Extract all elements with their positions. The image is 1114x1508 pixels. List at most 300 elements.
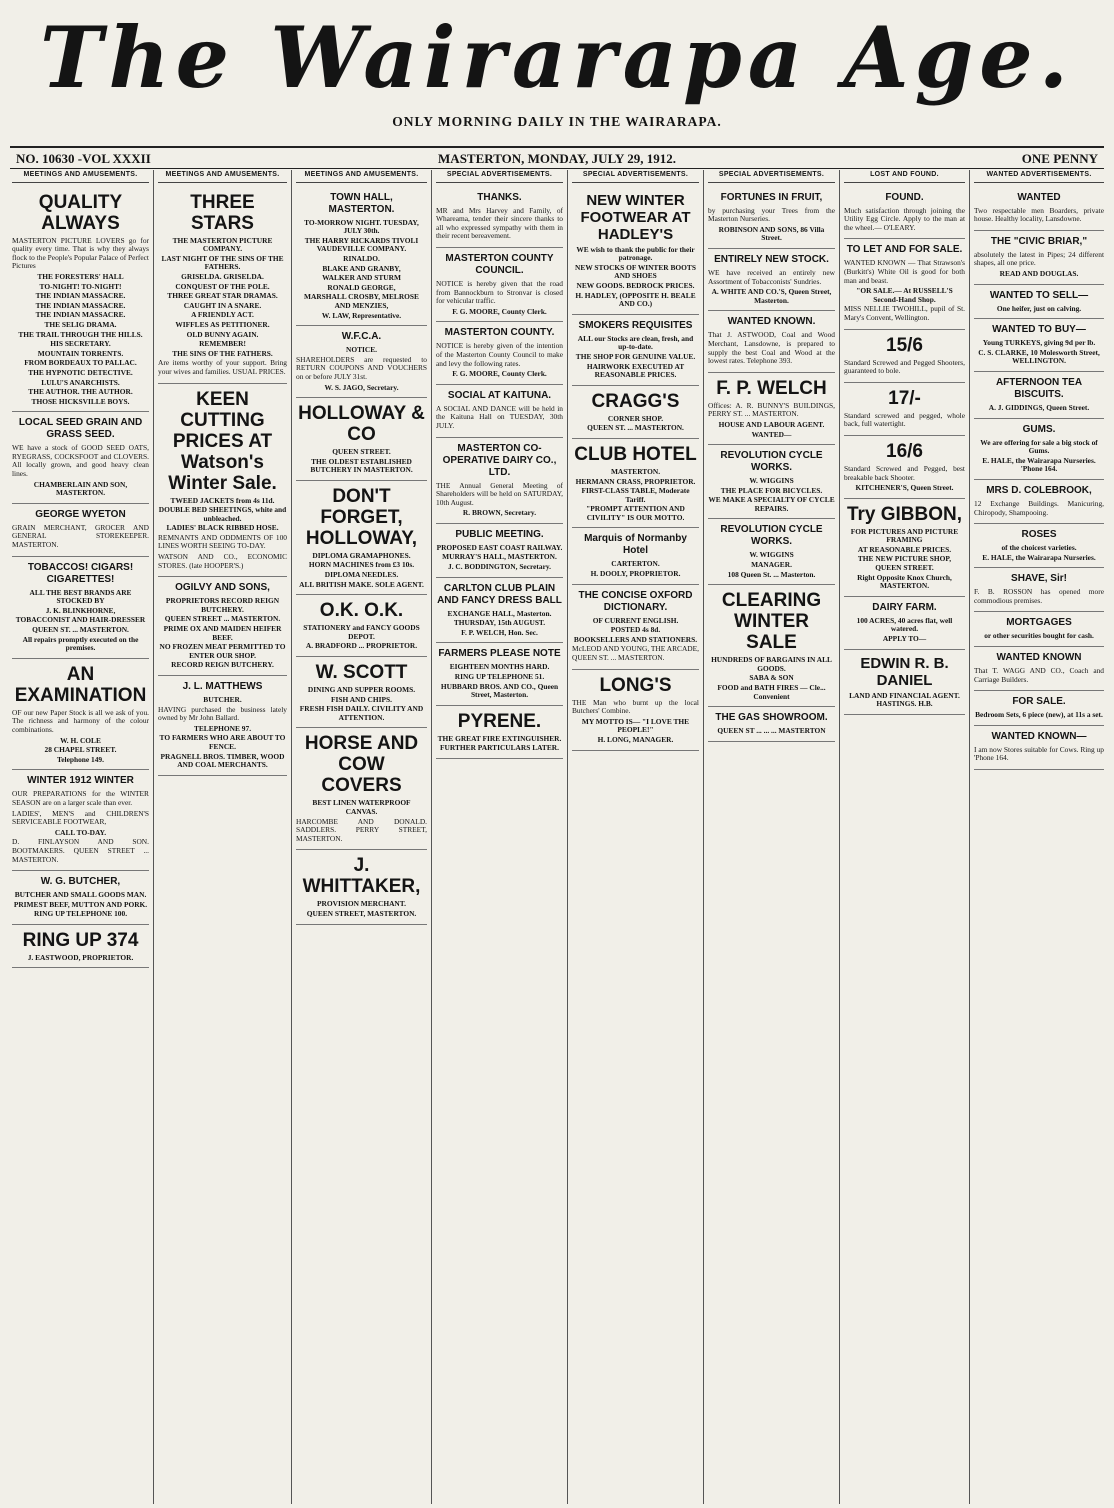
ad-text: FISH AND CHIPS. [331,694,392,704]
ad-heading: WINTER 1912 WINTER [27,775,134,787]
ad-text: THURSDAY, 15th AUGUST. [453,618,546,628]
advertisement [708,445,835,519]
ad-heading: MASTERTON CO-OPERATIVE DAIRY CO., LTD. [442,442,557,478]
dateline [10,146,1104,169]
ad-text: EXCHANGE HALL, Masterton. [447,608,552,618]
ad-text: LADIES' BLACK RIBBED HOSE. [166,523,279,533]
ad-text: GRAIN MERCHANT, GROCER AND GENERAL STOREKEEPER. MASTERTON. [12,522,149,550]
ad-text: WE wish to thank the public for their patronage. [576,244,695,263]
ad-text: 12 Exchange Buildings. Manicuring, Chiropody, Shampooing. [974,498,1104,517]
ad-text: QUEEN ST. ... MASTERTON. [587,423,684,433]
advertisement [572,187,699,315]
advertisement [708,519,835,585]
column-2 [154,170,292,1504]
ad-text: CAUGHT IN A SNARE. [183,300,262,310]
advertisement [974,419,1104,480]
column-header: MEETINGS AND AMUSEMENTS. [12,170,149,183]
advertisement [844,239,965,329]
ad-heading: J. L. MATTHEWS [182,681,263,692]
columns-area [8,170,1108,1504]
ad-text: QUEEN STREET. [332,447,391,457]
column-header: SPECIAL ADVERTISEMENTS. [436,170,563,183]
advertisement [12,187,149,413]
ad-text: THE Man who burnt up the local Butchers' Combine. [572,697,699,716]
ad-text: Two respectable men Boarders, private house. Healthy locality, Lansdowne. [974,205,1104,224]
ad-heading: WANTED KNOWN [996,652,1082,664]
ad-text: RINALDO. [343,253,380,263]
advertisement [296,187,427,327]
ad-text: MASTERTON. [610,466,661,476]
ad-text: or other securities bought for cash. [984,631,1094,641]
ad-text: REMNANTS AND ODDMENTS OF 100 LINES WORTH SEEING TO-DAY. [158,532,287,551]
ad-text: Telephone 149. [57,754,104,764]
advertisement [12,412,149,504]
ad-text: THE TRAIL THROUGH THE HILLS. [18,329,143,339]
ad-heading: REVOLUTION CYCLE WORKS. [720,450,823,474]
ad-text: of the choicest varieties. [1001,543,1077,553]
ad-heading: O.K. O.K. [319,600,404,622]
advertisement [158,676,287,776]
advertisement [844,597,965,650]
ad-text: QUEEN STREET ... MASTERTON. [164,614,281,624]
ad-text: HUBBARD BROS. AND CO., Queen Street, Masterton. [440,681,559,700]
advertisement [708,585,835,707]
ad-heading: CLEARING WINTER SALE [721,590,822,654]
ad-text: F. G. MOORE, County Clerk. [452,369,547,379]
ad-heading: PUBLIC MEETING. [455,528,544,540]
ad-heading: THREE STARS [190,191,255,234]
advertisement [844,187,965,240]
advertisement [436,322,563,384]
ad-text: MARSHALL CROSBY, MELROSE AND MENZIES, [304,292,419,310]
ad-text: FOOD and BATH FIRES — Cle... Convenient [717,683,826,701]
ad-text: W. WIGGINS [749,476,794,486]
advertisement [12,504,149,557]
ad-heading: MASTERTON COUNTY COUNCIL. [445,252,554,276]
ad-text: A FRIENDLY ACT. [191,310,254,320]
ad-text: REMEMBER! [199,339,246,349]
ad-heading: WANTED KNOWN. [727,316,816,328]
advertisement [974,187,1104,231]
ad-text: WE MAKE A SPECIALTY OF CYCLE REPAIRS. [708,495,835,513]
advertisement [572,315,699,386]
ad-heading: THANKS. [477,191,522,203]
ad-text: THE Annual General Meeting of Shareholders will be held on SATURDAY, 10th August. [436,480,563,507]
ad-text: CONQUEST OF THE POLE. [175,281,270,291]
ad-text: PROVISION MERCHANT. [317,899,406,909]
advertisement [296,481,427,595]
column-header: SPECIAL ADVERTISEMENTS. [572,170,699,183]
advertisement [974,568,1104,612]
column-header: MEETINGS AND AMUSEMENTS. [296,170,427,183]
ad-text: BEST LINEN WATERPROOF CANVAS. [312,798,411,816]
ad-text: H. HADLEY, (OPPOSITE H. BEALE AND CO.) [575,290,696,309]
advertisement [12,871,149,925]
advertisement [708,373,835,445]
ad-text: That T. WAGG AND CO., Coach and Carriage Builders. [974,666,1104,684]
ad-text: CORNER SHOP. [607,413,664,423]
column-header: LOST AND FOUND. [844,170,965,183]
ad-heading: AN EXAMINATION [14,663,147,706]
advertisement [436,187,563,248]
ad-text: AT REASONABLE PRICES. [857,544,952,554]
ad-heading: HORSE AND COW COVERS [304,733,419,797]
ad-text: THE PLACE FOR BICYCLES. [720,485,823,495]
ad-text: NOTICE is hereby given that the road from Bannockburn to Stronvar is closed for vehicular traffic. [436,278,563,306]
ad-text: F. G. MOORE, County Clerk. [452,306,547,316]
newspaper-title: The Wairarapa Age. [39,8,1074,107]
ad-heading: CLUB HOTEL [574,443,697,465]
ad-heading: W. SCOTT [315,662,408,684]
masthead [0,0,1114,148]
ad-text: MY MOTTO IS— "I LOVE THE PEOPLE!" [581,716,690,735]
ad-text: W. WIGGINS [749,550,794,560]
ad-text: WATSON AND CO., ECONOMIC STORES. (late HOOPER'S.) [158,552,287,570]
advertisement [12,925,149,969]
ad-heading: FARMERS PLEASE NOTE [438,648,561,660]
ad-text: THREE GREAT STAR DRAMAS. [167,291,278,301]
ad-heading: RING UP 374 [22,929,139,951]
ad-text: F. P. WELCH, Hon. Sec. [461,627,538,637]
ad-text: 108 Queen St. ... Masterton. [727,569,816,579]
ad-text: RECORD REIGN BUTCHERY. [171,660,274,670]
ad-text: McLEOD AND YOUNG, THE ARCADE, QUEEN ST. ... MASTERTON. [572,644,699,663]
ad-text: J. K. BLINKHORNE, [45,605,116,615]
ad-heading: SMOKERS REQUISITES [578,319,693,331]
ad-text: MISS NELLIE TWOHILL, pupil of St. Mary's Convent, Wellington. [844,304,965,322]
ad-text: READ AND DOUGLAS. [999,268,1079,278]
ad-heading: LONG'S [599,674,672,696]
ad-text: One heifer, just on calving. [996,303,1082,313]
ad-heading: 17/- [888,387,921,409]
advertisement [158,384,287,578]
advertisement [844,436,965,499]
ad-text: CHAMBERLAIN AND SON, MASTERTON. [33,479,128,498]
ad-text: NEW STOCKS OF WINTER BOOTS AND SHOES [575,262,696,281]
advertisement [572,670,699,751]
ad-heading: CARLTON CLUB PLAIN AND FANCY DRESS BALL [437,582,562,606]
ad-heading: 16/6 [886,440,923,462]
ad-text: A. BRADFORD ... PROPRIETOR. [305,641,418,651]
ad-text: "OR SALE.— At RUSSELL'S Second-Hand Shop. [856,286,953,304]
ad-text: E. HALE, the Wairarapa Nurseries. [982,552,1096,562]
advertisement [296,657,427,728]
ad-heading: W. G. BUTCHER, [40,876,121,888]
ad-text: PROPOSED EAST COAST RAILWAY. [436,542,563,552]
ad-text: E. HALE, the Wairarapa Nurseries. 'Phone 164. [982,455,1096,474]
ad-text: W. H. COLE [60,735,101,745]
ad-text: THE AUTHOR. THE AUTHOR. [28,387,133,397]
ad-text: F. B. ROSSON has opened more commodious premises. [974,587,1104,605]
ad-text: FIRST-CLASS TABLE, Moderate Tariff. [581,486,690,504]
advertisement [436,248,563,322]
advertisement [708,311,835,372]
ad-text: 100 ACRES, 40 acres flat, well watered. [856,615,953,634]
advertisement [436,385,563,438]
column-7 [840,170,970,1504]
ad-heading: HOLLOWAY & CO [298,403,425,446]
ad-text: 28 CHAPEL STREET. [44,745,117,755]
ad-text: BUTCHER. [203,695,242,704]
advertisement [158,187,287,384]
ad-text: HARCOMBE AND DONALD. SADDLERS. PERRY STREET, MASTERTON. [296,816,427,843]
advertisement [436,438,563,524]
ad-text: CALL TO-DAY. [54,827,107,837]
ad-text: BOOKSELLERS AND STATIONERS. [573,634,698,644]
ad-text: KITCHENER'S, Queen Street. [855,483,954,493]
tagline: ONLY MORNING DAILY IN THE WAIRARAPA. [392,114,722,129]
ad-text: NO FROZEN MEAT PERMITTED TO ENTER OUR SHOP. [159,642,286,660]
ad-heading: W.F.C.A. [341,331,382,343]
advertisement [708,187,835,249]
ad-text: J. C. BODDINGTON, Secretary. [448,562,551,572]
advertisement [12,659,149,771]
ad-text: MOUNTAIN TORRENTS. [37,348,124,358]
ad-text: QUEEN STREET, MASTERTON. [306,908,417,918]
issue-number: NO. 10630 -VOL XXXII [16,151,151,166]
ad-heading: WANTED KNOWN— [991,730,1087,742]
ad-heading: PYRENE. [457,710,542,732]
ad-heading: GUMS. [1022,423,1056,435]
ad-heading: OGILVY AND SONS, [175,582,270,594]
ad-text: LAST NIGHT OF THE SINS OF THE FATHERS. [161,253,284,272]
ad-text: STATIONERY and FANCY GOODS DEPOT. [303,623,420,641]
ad-text: That J. ASTWOOD, Coal and Wood Merchant, Lansdowne, is prepared to supply the best Coal and Wood at the lowest rates. Telephone 393. [708,330,835,366]
ad-text: WE have received an entirely new Assortment of Tobacconists' Sundries. [708,267,835,286]
ad-text: THE INDIAN MASSACRE. [35,310,126,320]
advertisement [158,577,287,676]
ad-text: I am now Stores suitable for Cows. Ring up 'Phone 164. [974,744,1104,763]
advertisement [974,524,1104,568]
ad-text: POSTED 4s 8d. [610,625,661,635]
ad-text: TOBACCONIST AND HAIR-DRESSER [15,615,146,625]
ad-text: ROBINSON AND SONS, 86 Villa Street. [718,224,825,243]
advertisement [296,326,427,398]
ad-text: W. S. JAGO, Secretary. [324,382,399,392]
ad-heading: MRS D. COLEBROOK, [986,484,1092,496]
ad-heading: REVOLUTION CYCLE WORKS. [720,524,823,548]
ad-text: A. J. GIDDINGS, Queen Street. [988,402,1090,412]
ad-text: WANTED KNOWN — That Strawson's (Burkitt's) White Oil is good for both man and beast. [844,258,965,285]
ad-text: FRESH FISH DAILY. CIVILITY AND ATTENTION. [299,704,424,722]
ad-heading: FOUND. [885,191,924,203]
ad-text: A. WHITE AND CO.'S, Queen Street, Masterton. [711,287,832,305]
ad-text: All repairs promptly executed on the premises. [22,634,139,653]
advertisement [296,850,427,924]
ad-text: MURRAY'S HALL, MASTERTON. [442,552,557,562]
issue-price: ONE PENNY [1021,151,1098,166]
ad-text: THE MASTERTON PICTURE COMPANY. [172,235,273,254]
ad-text: EIGHTEEN MONTHS HARD. [449,662,550,672]
ad-text: Standard Screwed and Pegged, best breakable back Shooter. [844,463,965,482]
ad-text: Offices: A. R. BUNNY'S BUILDINGS, PERRY ST. ... MASTERTON. [708,400,835,419]
ad-text: WE have a stock of GOOD SEED OATS, RYEGRASS, COCKSFOOT and CLOVERS. All locally grown, and good heavy clean lines. [12,443,149,479]
ad-text: OF CURRENT ENGLISH. [592,615,679,625]
ad-text: RONALD GEORGE, [327,282,396,292]
ad-text: OUR PREPARATIONS for the WINTER SEASON are on a larger scale than ever. [12,789,149,807]
ad-text: ALL our Stocks are clean, fresh, and up-to-date. [577,333,694,352]
ad-text: THE SELIG DRAMA. [44,319,117,329]
ad-text: OLD BUNNY AGAIN. [186,329,259,339]
ad-text: PRIMEST BEEF, MUTTON AND PORK. [13,899,148,909]
ad-text: HAIRWORK EXECUTED AT REASONABLE PRICES. [586,361,685,380]
ad-heading: TOWN HALL, MASTERTON. [328,191,395,215]
ad-text: TWEED JACKETS from 4s 11d. [170,495,275,505]
ad-text: C. S. CLARKE, 10 Molesworth Street, WELLINGTON. [978,347,1100,366]
column-6 [704,170,840,1504]
ad-heading: SHAVE, Sir! [1011,573,1067,585]
ad-heading: KEEN CUTTING PRICES AT Watson's Winter Sale. [168,388,277,494]
ad-heading: SOCIAL AT KAITUNA. [447,389,552,401]
ad-heading: EDWIN R. B. DANIEL [860,654,949,689]
advertisement [296,398,427,481]
column-header: MEETINGS AND AMUSEMENTS. [158,170,287,183]
ad-text: THE HARRY RICKARDS TIVOLI VAUDEVILLE COMPANY. [304,235,419,254]
advertisement [844,383,965,436]
ad-text: NOTICE. [345,345,377,355]
advertisement [296,595,427,657]
ad-text: HUNDREDS OF BARGAINS IN ALL GOODS. [711,655,832,673]
ad-heading: MORTGAGES [1006,617,1072,629]
ad-heading: THE GAS SHOWROOM. [715,712,828,724]
column-5 [568,170,704,1504]
ad-heading: CRAGG'S [591,390,680,412]
ad-text: H. DOOLY, PROPRIETOR. [590,569,681,579]
column-1 [8,170,154,1504]
ad-text: absolutely the latest in Pipes; 24 different shapes, all one price. [974,249,1104,268]
ad-text: QUEEN ST. ... MASTERTON. [32,625,129,634]
advertisement [572,386,699,439]
ad-text: FROM BORDEAUX TO PALLAC. [24,358,137,368]
ad-heading: THE "CIVIC BRIAR," [990,235,1088,247]
ad-text: HOUSE AND LABOUR AGENT. [718,419,825,429]
column-8 [970,170,1108,1504]
ad-heading: F. P. WELCH [716,377,827,399]
issue-date: MASTERTON, MONDAY, JULY 29, 1912. [438,151,676,166]
ad-text: by purchasing your Trees from the Masterton Nurseries. [708,205,835,224]
advertisement [844,650,965,715]
ad-text: THE INDIAN MASSACRE. [35,291,126,301]
ad-text: NOTICE is hereby given of the intention of the Masterton County Council to make and levy the following rates. [436,341,563,368]
advertisement [708,249,835,311]
ad-heading: FOR SALE. [1012,696,1066,708]
advertisement [844,330,965,383]
ad-heading: ROSES [1021,529,1057,541]
ad-text: DOUBLE BED SHEETINGS, white and unbleached. [158,505,287,523]
ad-heading: NEW WINTER FOOTWEAR AT HADLEY'S [580,191,691,243]
ad-text: BLAKE AND GRANBY, [322,263,401,273]
ad-text: THE NEW PICTURE SHOP, QUEEN STREET. [857,554,952,573]
ad-text: PRIME OX AND MAIDEN HEIFER BEEF. [163,624,282,642]
ad-text: R. BROWN, Secretary. [462,508,537,518]
advertisement [296,728,427,850]
ad-text: Right Opposite Knox Church, MASTERTON. [857,572,952,591]
ad-text: MASTERTON PICTURE LOVERS go for quality every time. That is why they always flock to the People's Popular Palace of Perfect Pictures [12,235,149,271]
ad-text: THE FORESTERS' HALL [37,271,124,281]
ad-text: "PROMPT ATTENTION AND CIVILITY" IS OUR MOTTO. [586,504,685,522]
ad-heading: 15/6 [886,334,923,356]
ad-heading: QUALITY ALWAYS [38,191,123,234]
ad-text: RING UP TELEPHONE 51. [454,672,545,682]
ad-text: Are items worthy of your support. Bring your wives and families. USUAL PRICES. [158,358,287,376]
ad-text: We are offering for sale a big stock of Gums. [980,437,1098,456]
advertisement [436,706,563,759]
ad-heading: J. WHITTAKER, [302,855,421,898]
ad-heading: ENTIRELY NEW STOCK. [714,253,829,265]
ad-text: HORN MACHINES from £3 10s. [308,560,415,570]
ad-heading: DAIRY FARM. [872,601,937,613]
ad-text: HIS SECRETARY. [50,339,111,349]
ad-text: TO-NIGHT! TO-NIGHT! [39,281,122,291]
advertisement [572,528,699,584]
advertisement [974,231,1104,285]
ad-text: NEW GOODS. BEDROCK PRICES. [576,280,695,290]
ad-heading: TOBACCOS! CIGARS! CIGARETTES! [27,561,134,585]
advertisement [974,319,1104,372]
ad-text: TO-MORROW NIGHT. TUESDAY, JULY 30th. [304,217,419,236]
advertisement [974,372,1104,419]
ad-text: SABA & SON [749,673,794,683]
ad-text: WALKER AND STURM [322,273,401,283]
advertisement [12,557,149,659]
ad-text: Much satisfaction through joining the Utility Egg Circle. Apply to the man at the wheel.— O'LEARY. [844,205,965,232]
ad-text: ALL BRITISH MAKE. SOLE AGENT. [299,579,424,589]
ad-text: PRAGNELL BROS. TIMBER, WOOD AND COAL MERCHANTS. [160,751,285,770]
advertisement [708,707,835,742]
advertisement [974,612,1104,647]
ad-text: Bedroom Sets, 6 piece (new), at 11s a set. [975,710,1103,720]
ad-text: APPLY TO— [882,634,927,644]
ad-heading: LOCAL SEED GRAIN AND GRASS SEED. [18,417,143,441]
ad-text: THE SHOP FOR GENUINE VALUE. [575,351,696,361]
ad-text: Young TURKEYS, giving 9d per lb. [982,338,1096,348]
ad-heading: Try GIBBON, [846,503,963,525]
advertisement [974,647,1104,691]
ad-text: LAND AND FINANCIAL AGENT. HASTINGS. H.B. [849,690,960,709]
ad-text: ALL THE BEST BRANDS ARE STOCKED BY [29,587,132,606]
column-header: SPECIAL ADVERTISEMENTS. [708,170,835,183]
ad-text: H. LONG, MANAGER. [597,735,674,744]
ad-text: BUTCHER AND SMALL GOODS MAN. [14,890,147,900]
advertisement [974,285,1104,320]
ad-text: THE INDIAN MASSACRE. [35,300,126,310]
ad-text: DIPLOMA GRAMAPHONES. [312,550,411,560]
ad-text: TELEPHONE 97. [193,723,252,733]
ad-text: LADIES', MEN'S and CHILDREN'S SERVICEABLE FOOTWEAR, [12,808,149,827]
ad-text: J. EASTWOOD, PROPRIETOR. [27,952,134,962]
ad-heading: MASTERTON COUNTY. [444,327,555,339]
ad-text: HAVING purchased the business lately owned by Mr John Ballard. [158,704,287,723]
advertisement [436,524,563,578]
advertisement [974,480,1104,524]
advertisement [436,643,563,705]
advertisement [844,499,965,597]
ad-heading: WANTED TO BUY— [992,324,1086,336]
ad-text: QUEEN ST ... ... ... MASTERTON [717,726,826,736]
ad-text: THOSE HICKSVILLE BOYS. [31,396,130,406]
ad-text: TO FARMERS WHO ARE ABOUT TO FENCE. [159,733,286,751]
ad-text: OF our new Paper Stock is all we ask of you. The richness and harmony of the colour combinations. [12,707,149,734]
ad-heading: GEORGE WYETON [35,508,126,520]
ad-text: THE HYPNOTIC DETECTIVE. [28,367,133,377]
ad-text: MANAGER. [751,560,792,570]
column-header: WANTED ADVERTISEMENTS. [974,170,1104,183]
ad-heading: AFTERNOON TEA BISCUITS. [995,376,1083,400]
ad-heading: FORTUNES IN FRUIT, [720,191,823,203]
ad-text: DIPLOMA NEEDLES. [324,570,399,580]
column-4 [432,170,568,1504]
ad-text: DINING AND SUPPER ROOMS. [307,685,416,695]
